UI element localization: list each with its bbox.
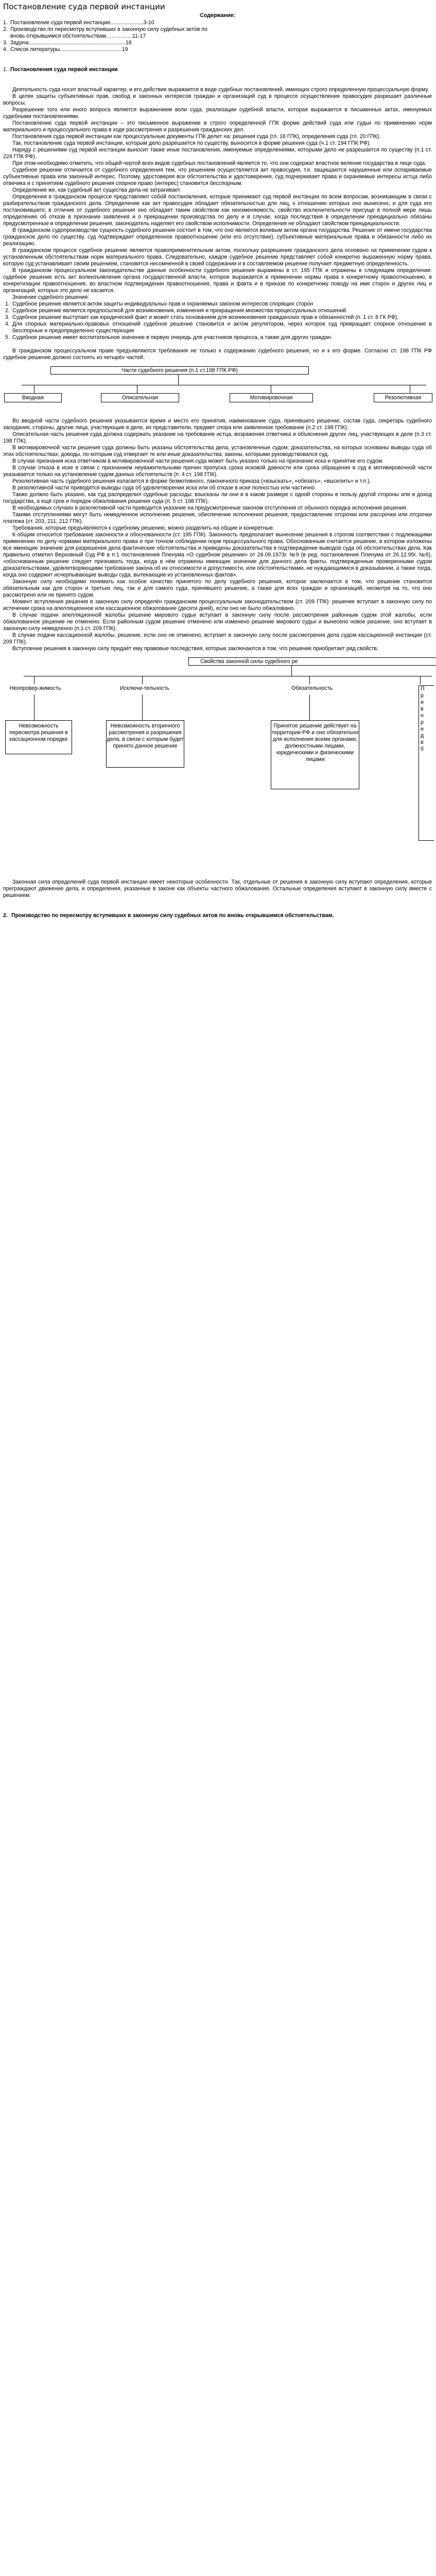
list-text: Судебное решение является актом защиты индивидуальных прав и охраняемых законом интересов спорящих сторон — [12, 301, 313, 307]
property-header: Обязательность — [291, 685, 333, 691]
paragraph: Наряду с решениями суд первой инстанции выносит также иные постановления, именуемые определениями, которыми дело не разрешается по существу (п.1 ст. 224 ГПК РФ). — [3, 147, 432, 160]
cut-off-box — [418, 685, 434, 841]
list-text: Судебное решение выступает как юридический факт и может стать основанием для возникновения гражданских прав и обязанностей (п. 1 ст. 8 ГК РФ). — [12, 314, 399, 320]
list-text: Судебное решение имеет воспитательное значение в первую очередь для участников процесса, а также для других граждан. — [12, 334, 333, 341]
document-title: Постановление суда первой инстанции — [3, 2, 165, 11]
toc-item — [3, 46, 432, 53]
paragraph: В резолютивной части приводятся выводы суда об удовлетворении иска или об отказе в иске полностью или частично. — [12, 485, 317, 491]
paragraph: В случае подачи апелляционной жалобы решение мирового судьи вступает в законную силу после рассмотрения районным судом этой жалобы, если обжалованное решение не отменено. Если районным судом решение отменено или изменено решение мирового судьи и вынесено новое решение, оно вступает в законную силу немедленно (п.1 ст. 209 ГПК). — [3, 612, 432, 632]
paragraph: В мотивировочной части решения суда должны быть указаны обстоятельства дела, установленные судом; доказательства, на которых основаны выводы суда об этих обстоятельствах; доводы, по которым суд отвергает те или иные доказательства; законы, которыми руководствовался суд. — [3, 445, 432, 457]
section-body-c — [3, 418, 432, 652]
paragraph: Момент вступления решения в законную силу определён гражданским процессуальным законодательством (ст. 209 ГПК): решение вступает в законную силу по истечении срока на апелляционное или кассационное обжалование (десяти дней), если оно не было обжаловано. — [3, 599, 432, 612]
part-box: Описательная — [101, 393, 179, 402]
document-page — [3, 12, 432, 919]
connector-line — [178, 375, 179, 385]
property-header: Исключи-тельность — [120, 685, 169, 691]
paragraph: К общим относится требование законности и обоснованности (ст. 195 ГПК). Законность предполагает вынесение решения в строгом соответствии с подлежащими применению по делу нормами материального права и при точном соблюдении норм процессуального права. Обоснованным считается решение, в котором изложены все имеющие значение для разрешения дела фактические обстоятельства и приведены доказательства в подтверждение выводов суда об обстоятельствах дела. Как правильно отметил Верховный Суд РФ в п.1 постановления Пленума «О судебном решении» от 26.09.1973г. №9 (в ред. постановления Пленума от 26.12.95г. №6), «обоснованным решение следует признавать тогда, когда в нём отражены имеющие значение для данного дела факты, подтвержденные проверенными судом доказательствами, удовлетворяющими требование закона об их относимости и допустимости, или обстоятельствами, не нуждающимися в доказывании, а также тогда, когда оно содержит исчерпывающие выводы суда, вытекающие из установленных фактов». — [3, 532, 432, 578]
cut-off-letter: и — [421, 699, 424, 705]
paragraph: В гражданском судопроизводстве сущность судебного решения состоит в том, что оно является волевым актом органа государства. Решение от имени государства гражданское дело по существу, суд подтверждает определенное правоотношение (или его отсутствие), субъективные материальные права и обязанности либо их реализацию. — [3, 227, 432, 247]
paragraph: В случае отказа в иске в связи с признанием неуважительными причин пропуска срока исковой давности или срока обращения в суд в мотивировочной части указывается только на установление судом данных обстоятельств (п. 4 ст. 198 ГПК). — [3, 465, 432, 478]
list-number: 4. — [5, 321, 10, 327]
paragraph: Описательная часть решения суда должна содержать указание на требование истца, возражения ответчика и объяснения других лиц, участвующих в деле (п.3 ст. 198 ГПК). — [3, 431, 432, 444]
toc-text: Производство по пересмотру вступивших в законную силу судебных актов по вновь открывшимся обстоятельствам…………...11-17 — [10, 26, 208, 39]
section-body — [3, 87, 432, 301]
property-header: Неопровер-жимость — [9, 685, 61, 691]
part-box: Вводная — [4, 393, 62, 402]
cut-off-letter: р — [421, 692, 424, 699]
connector-line — [309, 694, 310, 720]
paragraph: Такими отступлениями могут быть немедленное исполнение решения, обеспечение исполнения решения, предоставление отсрочки или рассрочки или отсрочки платежа (ст. 203, 211, 212 ГПК). — [3, 512, 432, 524]
toc-text: Список литературы.........................................19 — [10, 46, 128, 53]
cut-off-letter: и — [421, 726, 424, 732]
list-number: 5. — [5, 334, 10, 341]
paragraph: Также должно быть указано, как суд распределил судебные расходы: взысканы ли они и в каком размере с одной стороны в пользу другой стороны или в доход государства, а ещё срок и порядок обжалования решения суда (п. 5 ст. 198 ГПК). — [3, 492, 432, 504]
list-text: Для спорных материально-правовых отношений судебное решение становится и актом регулятором, через которое суд превращает спорное отношение в бесспорные и предопределенно существующие — [12, 321, 432, 334]
paragraph: Законную силу необходимо понимать как особое качество принятого по делу судебного решения, которое заключается в том, что решение становится обязательным как для сторон и третьих лиц, так и для самого суда, принявшего решение, а также для всех граждан и организаций, несмотря на то, что оно рассмотрено или не принято судом. — [3, 579, 432, 598]
paragraph: Вступление решения в законную силу придаёт ему правовые последствия, которые заключаются в том, что решение приобретает ряд свойств. — [12, 646, 378, 652]
cut-off-letter: в — [421, 739, 424, 745]
cut-off-letter: в — [421, 706, 424, 712]
decision-parts-diagram — [3, 366, 432, 413]
paragraph: Постановления суда первой инстанции как процессуальные документы ГПК делит на: решения суда (гл. 16 ГПК), определения суда (гл. 20 ГПК). — [12, 133, 381, 140]
paragraph: В гражданском процессуальном законодательстве данные особенности судебного решения выражены в ст. 195 ГПК и отражены в следующем определении: судебное решение есть акт волеизъявления органа государственной власти, которое выражается в применении нормы права к конкретному правоотношению, в конкретизации правоотношения, во властном подтверждении правоотношения, права и факта и в приказе по конкретному поводу на имя сторон и других лиц и организаций, которых это дело не касается. — [3, 267, 432, 294]
paragraph: Во вводной части судебного решения указываются время и место его принятия, наименование суда, принявшего решение, состав суда, секретарь судебного заседания, стороны, другие лица, участвующие в деле, их представители, предмет спора или заявленное требование (п.2 ст. 198 ГПК). — [3, 418, 432, 431]
cut-off-letter: б — [421, 746, 424, 752]
table-of-contents — [3, 20, 432, 53]
paragraph: Постановление суда первой инстанции – это письменное выражение в строго определенной ГПК форме действий суда или судьи по применению норм материального и процессуального права в ходе рассмотрения и разрешения гражданских дел. — [3, 120, 432, 133]
section-body-b — [3, 348, 432, 361]
significance-list — [3, 301, 432, 341]
toc-heading: Содержание: — [200, 12, 235, 19]
paragraph: В необходимых случаях в резолютивной части приводится указание на предусмотренные законом отступления от обычного порядка исполнения решения. — [12, 505, 408, 511]
cut-off-letter: д — [421, 733, 424, 739]
list-item — [3, 321, 432, 334]
connector-line — [420, 676, 421, 684]
property-detail-box: Невозможность пересмотра решения в кассационном порядке — [5, 720, 72, 754]
property-detail-box: Принятое решение действует на территории РФ и оно обязательно для исполнения всеми органами, должностными лицами, юридическими и физическими лицами — [271, 720, 359, 789]
cut-off-letter: р — [421, 719, 424, 725]
section-heading — [3, 66, 432, 73]
legal-force-diagram — [3, 657, 432, 874]
diagram-title-box: Части судебного решения (п.1 ст.198 ГПК РФ) — [50, 366, 309, 375]
list-number: 1. — [5, 301, 10, 307]
cut-off-letter: П — [421, 686, 425, 692]
toc-text: Задача................................................................18 — [10, 40, 132, 46]
property-detail-box: Невозможность вторичного рассмотрения и разрешения дела, в связи с которым будет принято данное решение — [106, 720, 184, 768]
toc-number: 3. — [3, 40, 8, 46]
paragraph: В случае подачи кассационной жалобы, решение, если оно не отменено, вступает в законную силу после рассмотрения дела судом кассационной инстанции (ст. 209 ГПК). — [3, 632, 432, 645]
list-item — [3, 308, 432, 314]
part-box: Резолютивная — [374, 393, 432, 402]
list-item — [3, 314, 432, 321]
section-title: Постановления суда первой инстанции — [10, 66, 118, 73]
connector-line — [291, 666, 292, 676]
paragraph: При этом необходимо отметить, что общей чертой всех видов судебных постановлений является то, что они содержат властное веление государства в лице суда. — [12, 160, 427, 166]
section-number: 1. — [3, 66, 8, 73]
toc-item — [3, 20, 432, 26]
paragraph: В гражданском процессуальном праве предъявляются требования не только к содержанию судебного решения, но и к его форме. Согласно ст. 198 ГПК РФ судебное решение должно состоять из четырёх частей. — [3, 348, 432, 361]
list-text: Судебное решение является предпосылкой для возникновения, изменения и прекращения множества процессуальных отношений. — [12, 308, 348, 314]
part-box: Мотивировочная — [230, 393, 313, 402]
paragraph: Значение судебного решения: — [12, 294, 90, 300]
section-body-d — [3, 879, 432, 899]
toc-number: 4. — [3, 46, 8, 53]
paragraph: В гражданском процессе судебное решение является правоприменительным актом, поскольку разрешение гражданского дела основано на применении судом к установленным обстоятельствам норм материального права. Следовательно, каждое судебное решение представляет собой конкретно выраженную норму права, которую суд устанавливает своим решением, становится несомненной в своей содержании и в составляемом решение получает предметную определенность. — [3, 247, 432, 267]
paragraph: Так, постановление суда первой инстанции, которым дело разрешается по существу, выносится в форме решения суда (ч.1 ст. 194 ГПК РФ). — [12, 140, 371, 146]
paragraph: Требования, которые предъявляются к судебному решению, можно разделить на общие и конкретные. — [12, 525, 274, 531]
paragraph: В случае признания иска ответчиком в мотивировочной части решения суда может быть указано только на признание иска и принятие его судом. — [12, 458, 383, 464]
list-number: 2. — [5, 308, 10, 314]
paragraph: Деятельность суда носит властный характер, и его действие выражается в виде судебных постановлений, имеющих строго определенную процессуальную форму. — [12, 87, 429, 93]
toc-item — [3, 26, 432, 40]
next-section-list — [3, 912, 432, 919]
paragraph: Законная сила определений суда первой инстанции имеет некоторые особенности. Так, отдельные от решения в законную силу вступают определения, которые преграждают движение дела, и определения, указанные в законе как объекты частного обжалования. Остальные определения вступают в законную силу вместе с решением. — [3, 879, 432, 899]
cut-off-letter: н — [421, 713, 424, 719]
list-number: 3. — [5, 314, 10, 320]
paragraph: Судебное решение отличается от судебного определения тем, что решением осуществляется акт правосудия, т.е. защищаются нарушенные или оспариваемые субъективные права или законный интерес. Поэтому, удостоверяя все обстоятельства и удостоверения, суд подчеркивает права и охраняемые интересы истца либо отвечика и с принятием судебного решения спорное право (интерес) становится бесспорным. — [3, 167, 432, 187]
next-section-item — [3, 912, 432, 919]
list-item — [3, 301, 432, 308]
section-title: Производство по пересмотру вступивших в законную силу судебных актов по вновь открывшимся обстоятельствам. — [11, 912, 334, 919]
paragraph: Разрешение того или иного вопроса является выражением воли суда, реализации судебной власти, которая выражается в письменных актах, именуемых судебными постановлениями. — [3, 107, 432, 120]
connector-line — [142, 694, 143, 720]
paragraph: В целях защиты субъективных прав, свобод и законных интересов граждан и организаций суд в процессе осуществления правосудия разрешает различные вопросы. — [3, 93, 432, 106]
toc-text: Постановление суда первой инстанции......................3-10 — [10, 20, 154, 26]
section-number: 2. — [3, 912, 8, 919]
toc-number: 1. — [3, 20, 8, 26]
connector-line — [309, 676, 310, 684]
paragraph: Резолютивная часть судебного решения излагается в форме безмотивного, лаконичного приказа («взыскать», «обязать», «выселить» и т.п.). — [12, 478, 371, 484]
toc-number: 2. — [3, 26, 8, 32]
connector-line — [142, 676, 143, 684]
list-item — [3, 334, 432, 341]
paragraph: Определение же, как судебный акт существа дела не затрагивает. — [12, 187, 181, 193]
toc-item — [3, 40, 432, 46]
diagram-title-box: Свойства законной силы судебного ре — [188, 657, 436, 666]
paragraph: Определения в гражданском процессе представляют собой постановления, которые принимают суд первой инстанции по всем вопросам, возникающим в связи с разбирательством гражданского дела. Определение как акт правосудия обладает обязательностью для лиц, к отношению которых оно вынесено, и для суда его постановившего; в отличие от судебного решения оно обладает таким свойством как неизменяемость: свойство исключительности присуще в полной мере лишь определению об отказе в признании заявления и о прекращении производства по делу и в случае, когда последствия в определении преюдициально обязаны предусмотренные в определении решения, законодатель наделяет его свойством исполнимости. Определения не обладают свойством преюдициальности. — [3, 194, 432, 227]
